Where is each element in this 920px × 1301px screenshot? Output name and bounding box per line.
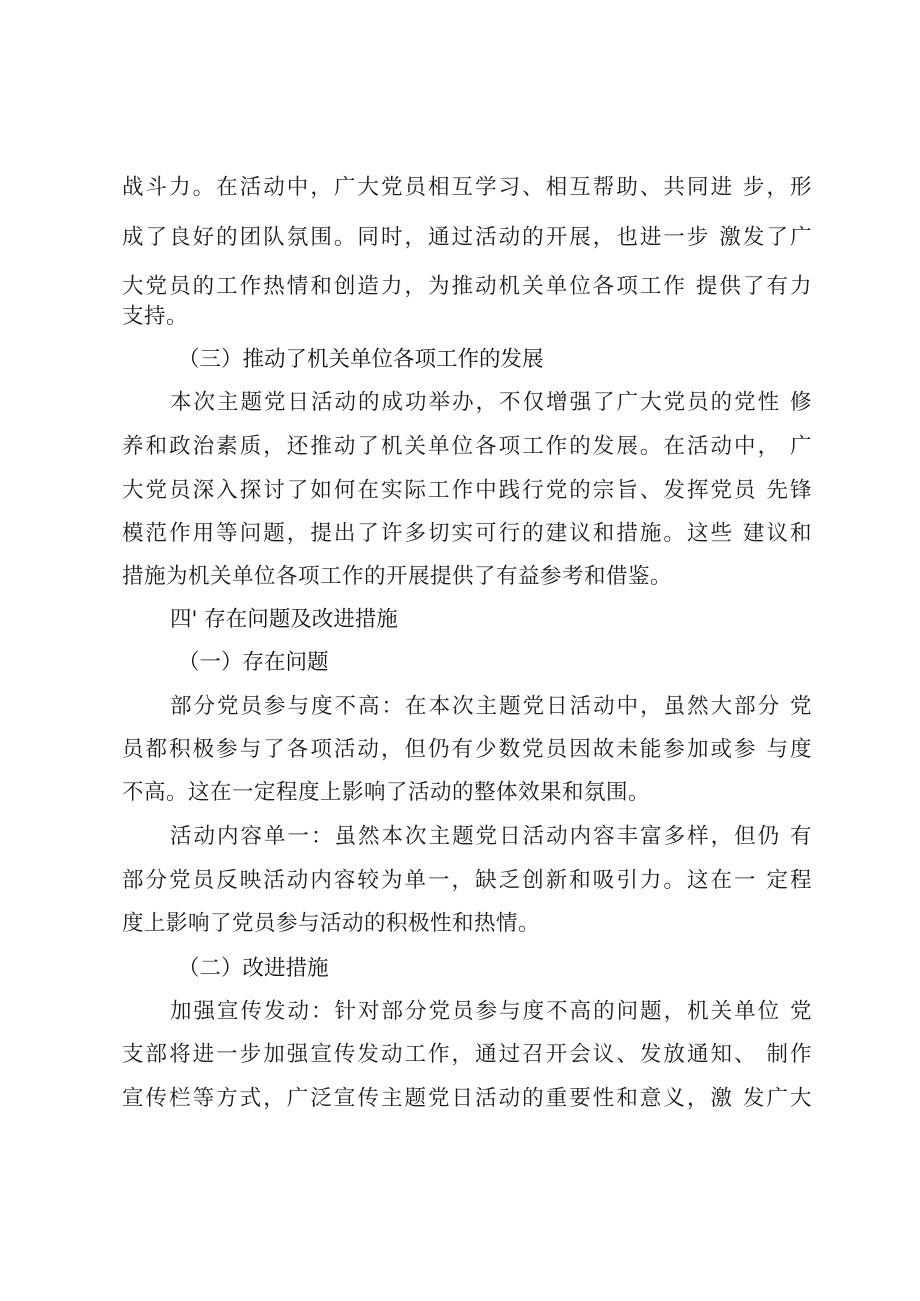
paragraph-line: 措施为机关单位各项工作的开展提供了有益参考和借鉴。 bbox=[122, 564, 673, 589]
paragraph-line: 大党员深入探讨了如何在实际工作中践行党的宗旨、发挥党员 先锋 bbox=[122, 478, 812, 503]
paragraph-line: 支持。 bbox=[122, 304, 189, 329]
subsection-heading-4-1: （一）存在问题 bbox=[178, 650, 329, 675]
paragraph-line: 加强宣传发动：针对部分党员参与度不高的问题，机关单位 党 bbox=[170, 999, 812, 1024]
paragraph-line: 员都积极参与了各项活动，但仍有少数党员因故未能参加或参 与度 bbox=[122, 737, 812, 762]
paragraph-line: 活动内容单一：虽然本次主题党日活动内容丰富多样，但仍 有 bbox=[170, 824, 812, 849]
paragraph-line: 大党员的工作热情和创造力，为推动机关单位各项工作 提供了有力 bbox=[122, 274, 812, 299]
paragraph-line: 支部将进一步加强宣传发动工作，通过召开会议、发放通知、 制作 bbox=[122, 1042, 812, 1067]
paragraph-line: 成了良好的团队氛围。同时，通过活动的开展，也进一步 激发了广 bbox=[122, 225, 812, 250]
paragraph-line: 战斗力。在活动中，广大党员相互学习、相互帮助、共同进 步，形 bbox=[122, 175, 812, 200]
paragraph-line: 度上影响了党员参与活动的积极性和热情。 bbox=[122, 911, 541, 936]
paragraph-line: 宣传栏等方式，广泛宣传主题党日活动的重要性和意义，激 发广大 bbox=[122, 1086, 812, 1111]
paragraph-line: 模范作用等问题，提出了许多切实可行的建议和措施。这些 建议和 bbox=[122, 521, 812, 546]
section-heading-4: 四' 存在问题及改进措施 bbox=[170, 607, 398, 632]
paragraph-line: 不高。这在一定程度上影响了活动的整体效果和氛围。 bbox=[122, 780, 651, 805]
paragraph-line: 本次主题党日活动的成功举办，不仅增强了广大党员的党性 修 bbox=[170, 390, 812, 415]
paragraph-line: 部分党员反映活动内容较为单一，缺乏创新和吸引力。这在一 定程 bbox=[122, 868, 812, 893]
subsection-heading-4-2: （二）改进措施 bbox=[178, 956, 329, 981]
section-heading-3: （三）推动了机关单位各项工作的发展 bbox=[178, 347, 544, 372]
paragraph-line: 养和政治素质，还推动了机关单位各项工作的发展。在活动中， 广 bbox=[122, 434, 812, 459]
paragraph-line: 部分党员参与度不高：在本次主题党日活动中，虽然大部分 党 bbox=[170, 694, 812, 719]
